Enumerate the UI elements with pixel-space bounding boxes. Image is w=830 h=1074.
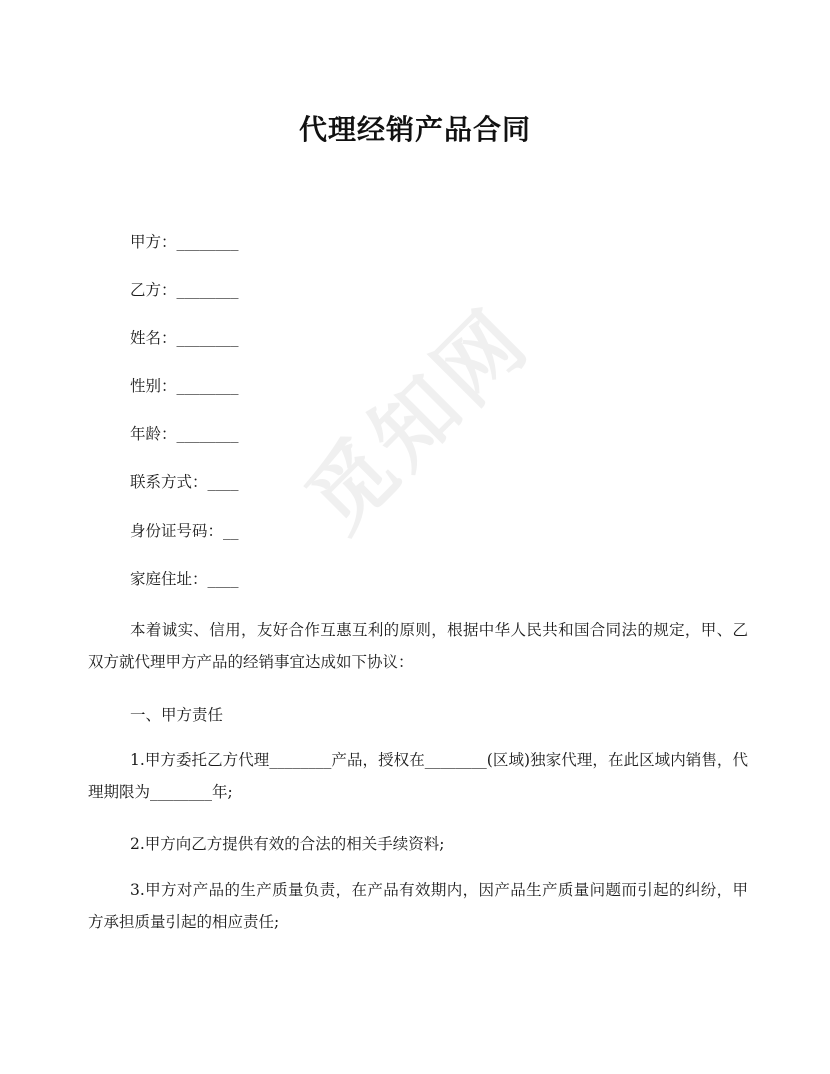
intro-paragraph: 本着诚实、信用，友好合作互惠互利的原则，根据中华人民共和国合同法的规定，甲、乙双方就代理甲方产品的经销事宜达成如下协议： <box>88 621 748 671</box>
field-address: 家庭住址：____ <box>130 570 239 588</box>
clause-3: 3.甲方对产品的生产质量负责，在产品有效期内，因产品生产质量问题而引起的纠纷，甲方承担质量引起的相应责任; <box>88 881 748 931</box>
field-contact: 联系方式：____ <box>130 473 239 491</box>
document-title: 代理经销产品合同 <box>298 113 531 146</box>
clause-2: 2.甲方向乙方提供有效的合法的相关手续资料; <box>130 835 445 853</box>
field-age: 年龄：________ <box>130 425 239 443</box>
field-name: 姓名：________ <box>130 329 239 347</box>
field-party-a: 甲方：________ <box>130 233 239 251</box>
field-id-number: 身份证号码：__ <box>130 522 239 540</box>
field-gender: 性别：________ <box>130 377 239 395</box>
watermark: 觅知网 <box>287 289 549 551</box>
field-party-b: 乙方：________ <box>130 281 239 299</box>
clause-1: 1.甲方委托乙方代理________产品，授权在________(区域)独家代理，在此区域内销售，代理期限为________年; <box>88 751 748 801</box>
section-heading-party-a-duties: 一、甲方责任 <box>130 706 224 724</box>
